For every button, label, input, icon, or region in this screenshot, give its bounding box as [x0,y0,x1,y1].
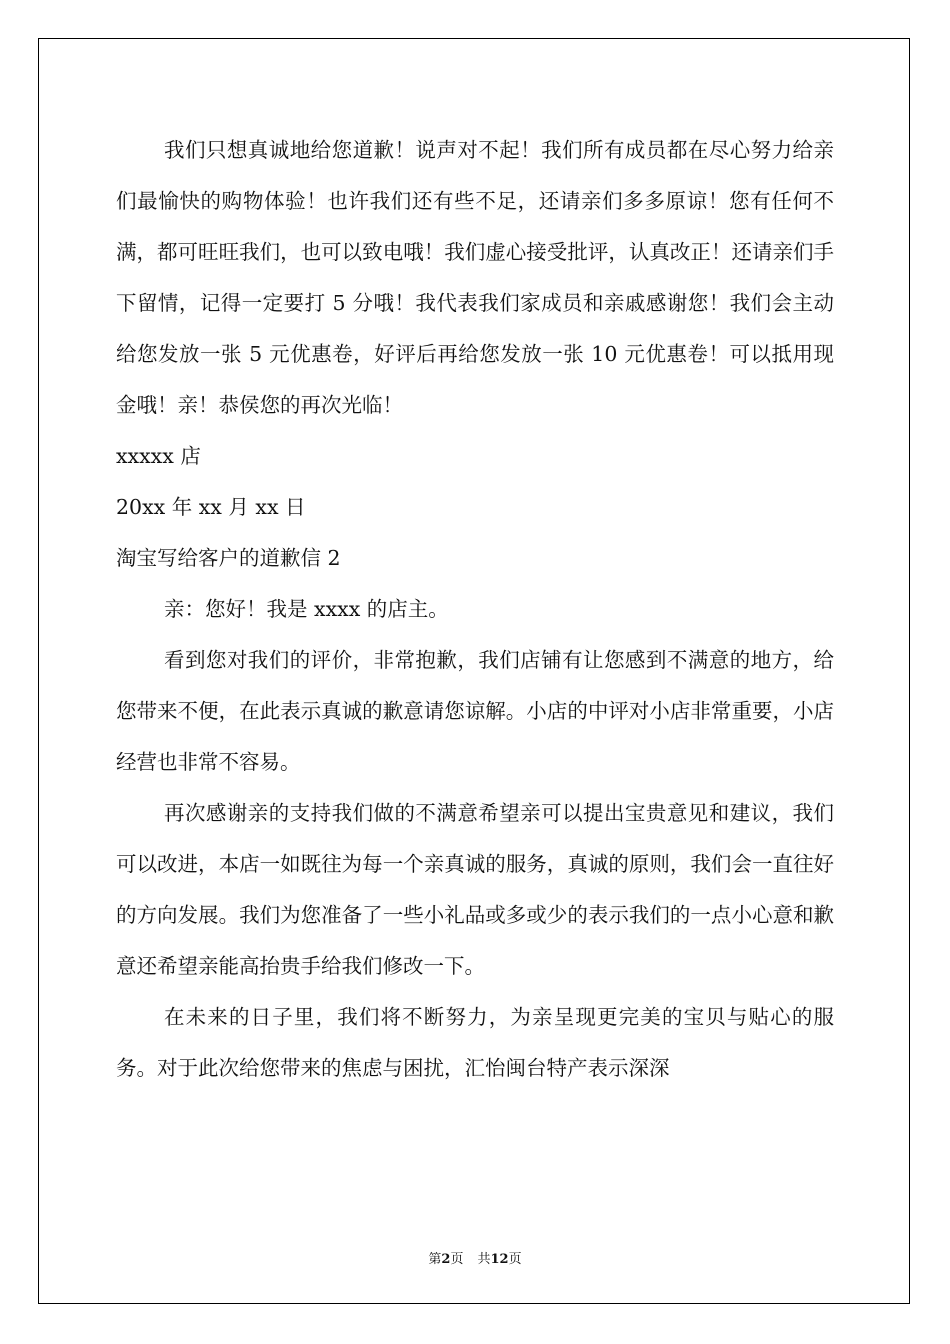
paragraph-review: 看到您对我们的评价，非常抱歉，我们店铺有让您感到不满意的地方，给您带来不便，在此表示真诚的歉意请您谅解。小店的中评对小店非常重要，小店经营也非常不容易。 [116,648,834,774]
signature-date: 20xx 年 xx 月 xx 日 [116,495,306,519]
paragraph-apology: 我们只想真诚地给您道歉！说声对不起！我们所有成员都在尽心努力给亲们最愉快的购物体验！也许我们还有些不足，还请亲们多多原谅！您有任何不满，都可旺旺我们，也可以致电哦！我们虚心接受批评，认真改正！还请亲们手下留情，记得一定要打 5 分哦！我代表我们家成员和亲戚感谢您！我们会主动给您发放一张 5 元优惠卷，好评后再给您发放一张 10 元优惠卷！可以抵用现金哦！亲！恭侯您的再次光临！ [116,138,834,417]
greeting: 亲：您好！我是 xxxx 的店主。 [164,597,449,621]
total-prefix: 共 [477,1252,491,1267]
paragraph-future: 在未来的日子里，我们将不断努力，为亲呈现更完美的宝贝与贴心的服务。对于此次给您带来的焦虑与困扰，汇怡闽台特产表示深深 [116,1005,834,1080]
page-suffix: 页 [450,1252,464,1267]
page-number: 2 [441,1252,451,1267]
page-footer [0,1248,950,1267]
total-pages: 12 [490,1252,509,1267]
signature-store: xxxxx 店 [116,444,201,468]
document-body [116,125,834,1094]
paragraph-thanks: 再次感谢亲的支持我们做的不满意希望亲可以提出宝贵意见和建议，我们可以改进，本店一如既往为每一个亲真诚的服务，真诚的原则，我们会一直往好的方向发展。我们为您准备了一些小礼品或多或少的表示我们的一点小心意和歉意还希望亲能高抬贵手给我们修改一下。 [116,801,834,978]
section-title: 淘宝写给客户的道歉信 2 [116,546,341,570]
page-prefix: 第 [428,1252,442,1267]
total-suffix: 页 [508,1252,522,1267]
